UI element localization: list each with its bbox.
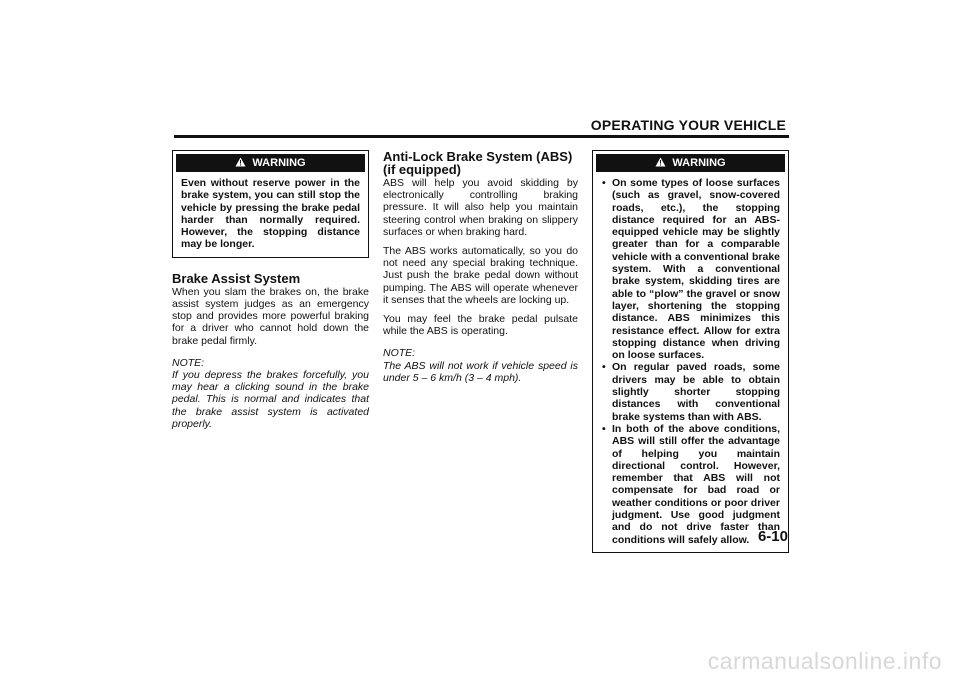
abs-heading-line2: (if equipped) bbox=[383, 162, 461, 177]
warning-list-item: • In both of the above conditions, ABS will still offer the advantage of helping you maintain directional control. However, remember that ABS will not compensate for bad road or weather conditions or poor driver judgment. Use good judgment and do not drive faster than conditions will safely allow. bbox=[601, 423, 780, 546]
abs-paragraph: You may feel the brake pedal pulsate while the ABS is operating. bbox=[383, 313, 578, 338]
warning-box-2 bbox=[592, 150, 789, 553]
warning-triangle-icon bbox=[235, 157, 246, 167]
warning-list bbox=[593, 172, 788, 552]
abs-note-text: The ABS will not work if vehicle speed is under 5 – 6 km/h (3 – 4 mph). bbox=[383, 359, 578, 384]
column-left bbox=[172, 150, 369, 437]
warning-list-item: • On regular paved roads, some drivers may be able to obtain slightly shorter stopping distances with conventional brake systems than with ABS. bbox=[601, 361, 780, 422]
section-title: OPERATING YOUR VEHICLE bbox=[590, 117, 786, 133]
brake-assist-body: When you slam the brakes on, the brake assist system judges as an emergency stop and provides more powerful braking for a driver who cannot hold down the brake pedal firmly. bbox=[172, 285, 369, 347]
watermark[interactable]: carmanualsonline.info bbox=[707, 648, 942, 674]
page-number: 6-10 bbox=[757, 528, 788, 545]
warning-list-item: • On some types of loose surfaces (such as gravel, snow-covered roads, etc.), the stopping distance required for an ABS-equipped vehicle may be slightly greater than for a comparable vehicle with a conventional brake system. With a conventional brake system, skidding tires are able to “plow” the gravel or snow layer, shortening the stopping distance. ABS minimizes this resistance effect. Allow for extra stopping distance when driving on loose surfaces. bbox=[601, 177, 780, 361]
header-rule bbox=[174, 135, 789, 138]
warning-header bbox=[596, 154, 785, 172]
warning-text: Even without reserve power in the brake system, you can still stop the vehicle by pressing the brake pedal harder than normally required. However, the stopping distance may be longer. bbox=[181, 177, 360, 251]
abs-paragraph: ABS will help you avoid skidding by electronically controlling braking pressure. It will also help you maintain steering control when braking on slippery surfaces or when braking hard. bbox=[383, 177, 578, 238]
warning-label: WARNING bbox=[252, 157, 306, 169]
brake-assist-note-label: NOTE: bbox=[172, 356, 205, 369]
warning-header bbox=[176, 154, 365, 172]
brake-assist-heading: Brake Assist System bbox=[172, 270, 301, 286]
abs-note-label: NOTE: bbox=[383, 347, 416, 360]
warning-triangle-icon bbox=[655, 157, 666, 167]
column-middle bbox=[383, 150, 578, 391]
column-right bbox=[592, 150, 789, 553]
abs-heading-line1: Anti-Lock Brake System (ABS) bbox=[383, 149, 573, 164]
warning-box-1 bbox=[172, 150, 369, 258]
abs-paragraph: The ABS works automatically, so you do not need any special braking technique. Just push the brake pedal down without pumping. The ABS will operate whenever it senses that the wheels are locking up. bbox=[383, 245, 578, 306]
warning-label: WARNING bbox=[672, 157, 726, 169]
brake-assist-note-text: If you depress the brakes forcefully, you may hear a clicking sound in the brake pedal. This is normal and indicates that the brake assist system is activated properly. bbox=[172, 369, 369, 430]
